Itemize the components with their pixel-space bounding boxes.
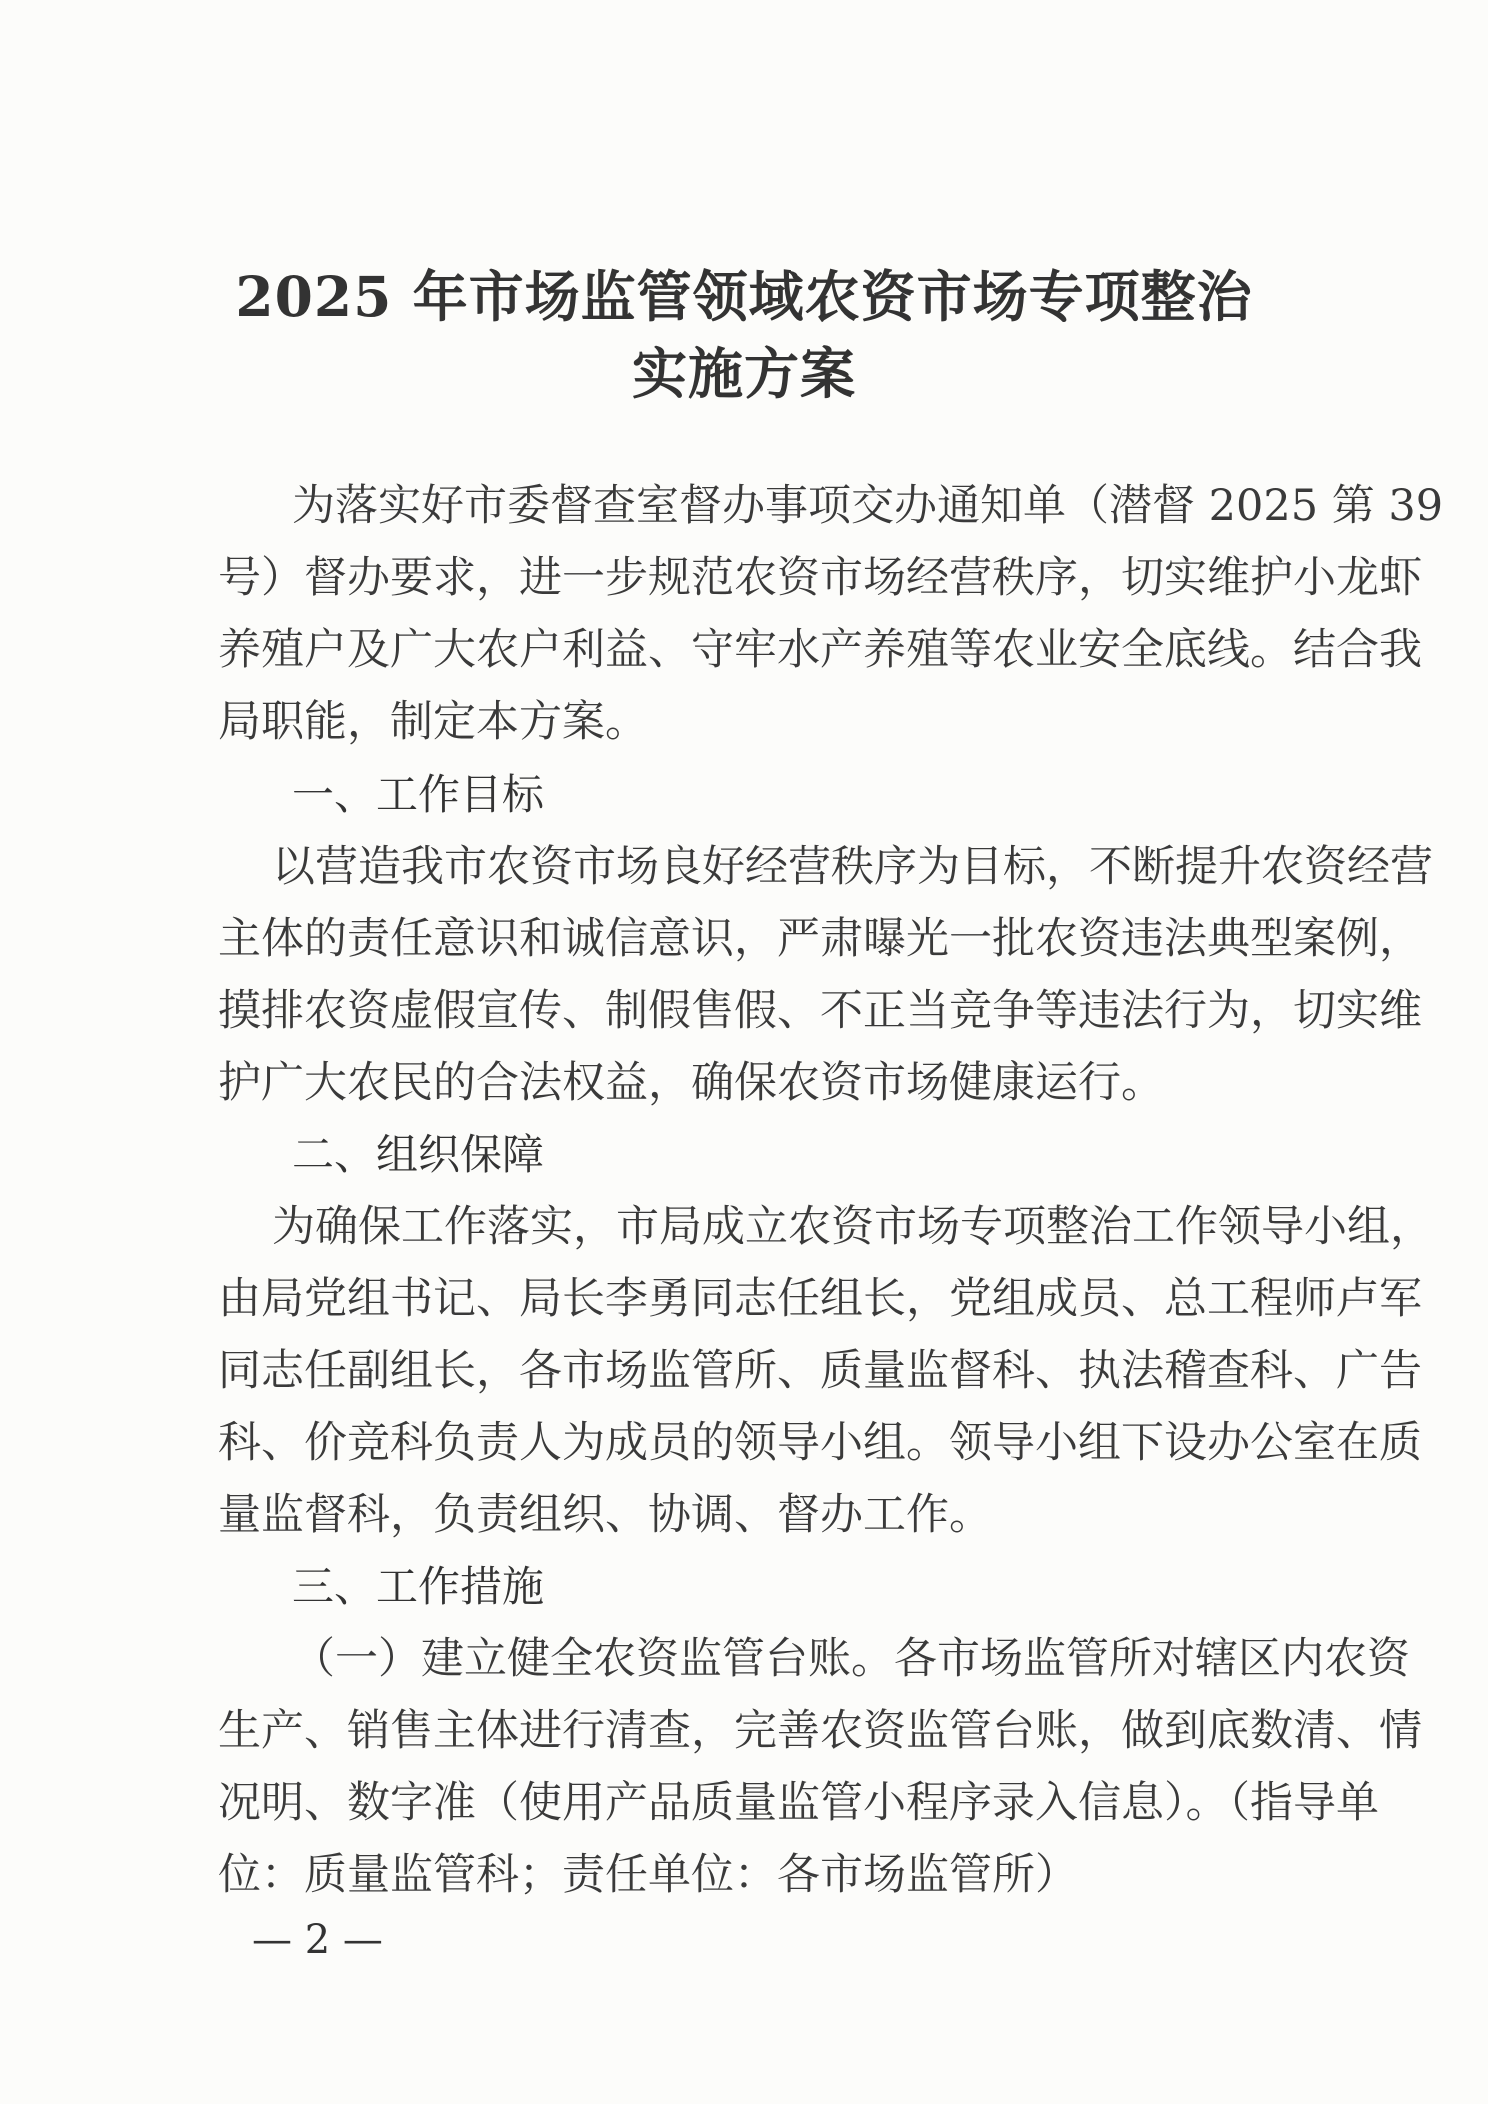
section2-line: 同志任副组长，各市场监管所、质量监督科、执法稽查科、广告 <box>218 1346 1422 1396</box>
section3-line: 况明、数字准（使用产品质量监管小程序录入信息）。（指导单 <box>218 1778 1379 1828</box>
intro-line: 为落实好市委督查室督办事项交办通知单（潜督 2025 第 39 <box>292 481 1444 531</box>
intro-line: 号）督办要求，进一步规范农资市场经营秩序，切实维护小龙虾 <box>218 553 1422 603</box>
document-title-line-1: 2025 年市场监管领域农资市场专项整治 <box>235 264 1253 329</box>
document-title-line-2: 实施方案 <box>631 341 856 406</box>
page-number: — 2 — <box>252 1917 383 1963</box>
section1-line: 护广大农民的合法权益，确保农资市场健康运行。 <box>218 1058 1164 1108</box>
section1-line: 摸排农资虚假宣传、制假售假、不正当竞争等违法行为，切实维 <box>218 986 1422 1036</box>
section-heading-measures: 三、工作措施 <box>292 1562 545 1611</box>
section3-line: 生产、销售主体进行清查，完善农资监管台账，做到底数清、情 <box>218 1706 1422 1756</box>
section2-line: 量监督科，负责组织、协调、督办工作。 <box>218 1490 992 1540</box>
section1-line: 主体的责任意识和诚信意识，严肃曝光一批农资违法典型案例， <box>218 914 1422 964</box>
section2-line: 由局党组书记、局长李勇同志任组长，党组成员、总工程师卢军 <box>218 1274 1422 1324</box>
section1-line: 以营造我市农资市场良好经营秩序为目标，不断提升农资经营 <box>272 842 1433 892</box>
section-heading-organization: 二、组织保障 <box>292 1130 545 1179</box>
intro-line: 养殖户及广大农户利益、守牢水产养殖等农业安全底线。结合我 <box>218 625 1422 675</box>
section2-line: 为确保工作落实，市局成立农资市场专项整治工作领导小组， <box>272 1202 1433 1252</box>
section-heading-goals: 一、工作目标 <box>292 770 545 819</box>
section3-line: （一）建立健全农资监管台账。各市场监管所对辖区内农资 <box>292 1634 1410 1684</box>
section3-line: 位：质量监管科；责任单位：各市场监管所） <box>218 1850 1078 1900</box>
intro-line: 局职能，制定本方案。 <box>218 697 648 747</box>
section2-line: 科、价竞科负责人为成员的领导小组。领导小组下设办公室在质 <box>218 1418 1422 1468</box>
